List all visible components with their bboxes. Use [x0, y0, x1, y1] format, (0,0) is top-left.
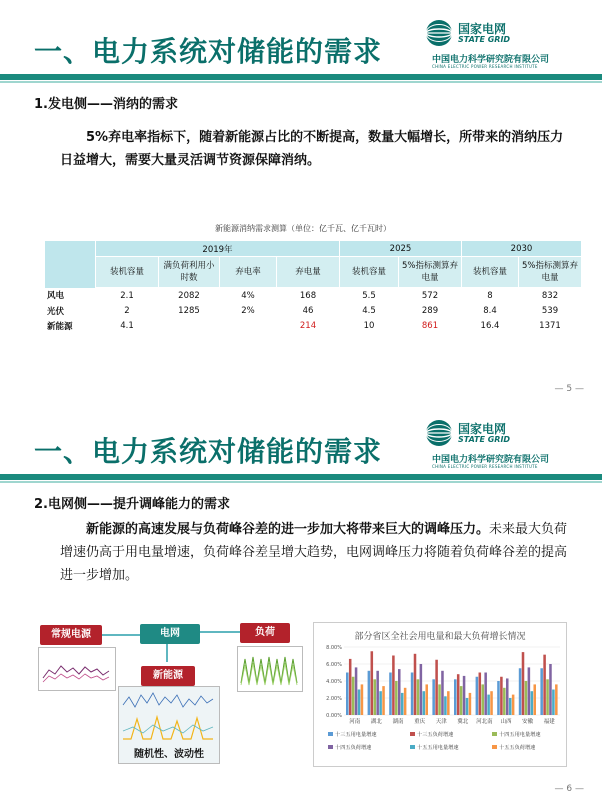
- table-title: 新能源消纳需求测算（单位：亿千瓦、亿千瓦时）: [215, 224, 391, 233]
- column-header: 满负荷利用小时数: [159, 257, 220, 288]
- conventional-output-chart: [38, 647, 116, 691]
- table-cell: 861: [421, 320, 439, 331]
- logo-org-en: CHINA ELECTRIC POWER RESEARCH INSTITUTE: [432, 464, 538, 469]
- logo-name-cn: 国家电网: [458, 22, 507, 36]
- bar: [543, 655, 546, 715]
- bar: [479, 673, 482, 716]
- x-tick-label: 河南: [349, 719, 361, 725]
- page-number: — 5 —: [554, 384, 584, 394]
- bar: [392, 656, 395, 716]
- table-cell: 5.5: [362, 290, 376, 301]
- logo-org: 中国电力科学研究院有限公司: [432, 55, 550, 65]
- column-header: 装机容量: [462, 257, 519, 288]
- legend-label: 十四五用电量增速: [499, 732, 541, 738]
- bar: [411, 673, 414, 716]
- y-tick-label: 6.00%: [326, 662, 342, 668]
- conventional-power-box: 常规电源: [40, 625, 102, 645]
- y-tick-label: 8.00%: [326, 645, 342, 651]
- bar: [438, 684, 441, 715]
- table-cell: 10: [363, 320, 375, 331]
- x-tick-label: 湖北: [370, 719, 382, 725]
- bar: [454, 679, 457, 715]
- table-cell: 8: [487, 290, 493, 301]
- row-label: 新能源: [47, 321, 73, 332]
- bar: [509, 698, 512, 715]
- table-cell: 16.4: [480, 320, 500, 331]
- bar: [497, 681, 500, 715]
- bar: [460, 686, 463, 715]
- table-cell: 46: [302, 305, 314, 316]
- load-box: 负荷: [240, 623, 290, 643]
- table-cell: 4.5: [362, 305, 376, 316]
- bar: [490, 691, 493, 715]
- title-divider-light: [0, 81, 602, 83]
- table-cell: 214: [299, 320, 317, 331]
- bar: [425, 684, 428, 715]
- section-heading: 1.发电侧——消纳的需求: [34, 97, 178, 112]
- column-header: 装机容量: [96, 257, 159, 288]
- paragraph: 5%弃电率指标下，随着新能源占比的不断提高，数量大幅增长，所带来的消纳压力日益增大，需要大量灵活调节资源保障消纳。: [60, 130, 564, 168]
- bar: [371, 651, 374, 715]
- legend-swatch: [328, 732, 333, 736]
- state-grid-logo: [424, 18, 594, 69]
- bar: [481, 684, 484, 715]
- legend-label: 十五五用电量增速: [417, 745, 459, 751]
- x-tick-label: 安徽: [522, 719, 534, 725]
- table-cell: 832: [541, 290, 559, 301]
- renewable-output-chart: [119, 687, 219, 747]
- bar: [525, 681, 528, 715]
- legend-label: 十四五负荷增速: [335, 745, 372, 751]
- bar: [423, 691, 426, 715]
- bar: [352, 677, 355, 715]
- legend-label: 十五五负荷增速: [499, 745, 536, 751]
- row-label: 光伏: [47, 306, 65, 317]
- bar: [549, 664, 552, 715]
- bar: [546, 679, 549, 715]
- chart-title: 部分省区全社会用电量和最大负荷增长情况: [354, 632, 526, 642]
- bar: [552, 690, 555, 716]
- column-header: 装机容量: [340, 257, 399, 288]
- page-number: — 6 —: [554, 784, 584, 794]
- column-header: 弃电量: [277, 257, 340, 288]
- bar: [463, 676, 466, 715]
- renewable-box: 新能源: [141, 666, 195, 686]
- table-cell: 1371: [539, 320, 561, 331]
- bar: [349, 659, 352, 715]
- bar: [484, 673, 487, 716]
- table-cell: 539: [541, 305, 559, 316]
- bar: [435, 660, 438, 715]
- table-cell: 2%: [241, 305, 255, 316]
- column-header: 弃电率: [220, 257, 277, 288]
- bar: [457, 674, 460, 715]
- slide-6: [0, 400, 602, 800]
- bar: [522, 652, 525, 715]
- year-header: 2025: [340, 241, 462, 257]
- row-label: 风电: [47, 291, 65, 302]
- bar: [382, 686, 385, 715]
- table-cell: [159, 318, 220, 333]
- globe-icon: [424, 18, 454, 48]
- renewable-caption: 随机性、波动性: [134, 749, 204, 760]
- section-heading: 2.电网侧——提升调峰能力的需求: [34, 497, 230, 512]
- table-corner: [45, 241, 96, 288]
- x-tick-label: 福建: [543, 719, 555, 725]
- column-header: 5%指标测算弃电量: [399, 257, 462, 288]
- province-growth-chart: [313, 622, 567, 767]
- bar: [398, 669, 401, 715]
- table-cell: 2: [124, 305, 130, 316]
- table-cell: 168: [299, 290, 317, 301]
- x-tick-label: 重庆: [414, 719, 426, 725]
- table-cell: 4.1: [120, 320, 134, 331]
- bar: [469, 693, 472, 715]
- bar: [540, 668, 543, 715]
- bar: [447, 691, 450, 715]
- x-tick-label: 山西: [500, 719, 512, 725]
- table-cell: 8.4: [483, 305, 497, 316]
- grid-box: 电网: [140, 624, 200, 644]
- load-curve-chart: [237, 646, 303, 692]
- logo-name-en: STATE GRID: [458, 435, 511, 444]
- legend-swatch: [492, 732, 497, 736]
- year-header: 2019年: [96, 241, 340, 257]
- title-divider: [0, 74, 602, 80]
- bar: [533, 684, 536, 715]
- bar: [441, 671, 444, 715]
- slide-title: 一、电力系统对储能的需求: [34, 435, 383, 468]
- bar: [531, 691, 534, 715]
- table-cell: 289: [421, 305, 439, 316]
- bar: [519, 668, 522, 715]
- x-tick-label: 冀北: [457, 719, 469, 725]
- bar: [503, 688, 506, 715]
- bar: [528, 667, 531, 715]
- legend-swatch: [410, 745, 415, 749]
- x-tick-label: 湖南: [392, 719, 404, 725]
- legend-label: 十三五负荷增速: [417, 732, 454, 738]
- legend-swatch: [492, 745, 497, 749]
- table-cell: 1285: [178, 305, 200, 316]
- bar: [361, 684, 364, 715]
- table-row: [45, 318, 582, 333]
- bar: [389, 673, 392, 716]
- bar: [401, 693, 404, 715]
- bar: [420, 664, 423, 715]
- table-cell: 4%: [241, 290, 255, 301]
- table-cell: 2082: [178, 290, 200, 301]
- table-cell: 2.1: [120, 290, 134, 301]
- paragraph: 新能源的高速发展与负荷峰谷差的进一步加大将带来巨大的调峰压力。未来最大负荷增速仍高于用电量增速，负荷峰谷差呈增大趋势，电网调峰压力将随着负荷峰谷差的提高进一步增加。: [60, 522, 568, 583]
- table-cell: [220, 318, 277, 333]
- bar: [376, 671, 379, 715]
- bar-plot: [314, 623, 566, 766]
- x-tick-label: 河北南: [476, 719, 493, 725]
- y-tick-label: 0.00%: [326, 713, 342, 719]
- bar: [500, 677, 503, 715]
- logo-name-en: STATE GRID: [458, 35, 511, 44]
- table-cell: 572: [421, 290, 439, 301]
- table-row: [45, 288, 582, 304]
- renewable-panel: [118, 686, 220, 764]
- bar: [355, 667, 358, 715]
- bar: [417, 679, 420, 715]
- bar: [506, 678, 509, 715]
- logo-org: 中国电力科学研究院有限公司: [432, 455, 550, 465]
- year-header: 2030: [462, 241, 582, 257]
- y-tick-label: 4.00%: [326, 679, 342, 685]
- bar: [444, 696, 447, 715]
- logo-name-cn: 国家电网: [458, 422, 507, 436]
- bar: [476, 677, 479, 715]
- legend-swatch: [410, 732, 415, 736]
- logo-org-en: CHINA ELECTRIC POWER RESEARCH INSTITUTE: [432, 64, 538, 69]
- legend-label: 十三五用电量增速: [335, 732, 377, 738]
- consumption-table: [45, 240, 582, 333]
- bar: [404, 688, 407, 715]
- bar: [368, 671, 371, 715]
- bar: [414, 654, 417, 715]
- table-row: [45, 303, 582, 318]
- bar: [373, 679, 376, 715]
- bar: [358, 690, 361, 716]
- column-header: 5%指标测算弃电量: [519, 257, 582, 288]
- bar: [466, 698, 469, 715]
- bar: [555, 684, 558, 715]
- bar: [379, 691, 382, 715]
- legend-swatch: [328, 745, 333, 749]
- y-tick-label: 2.00%: [326, 696, 342, 702]
- bar: [432, 679, 435, 715]
- bar: [487, 695, 490, 715]
- bar: [346, 673, 349, 716]
- bar: [512, 695, 515, 715]
- bar: [395, 681, 398, 715]
- slide-title: 一、电力系统对储能的需求: [34, 35, 383, 68]
- x-tick-label: 天津: [435, 719, 447, 725]
